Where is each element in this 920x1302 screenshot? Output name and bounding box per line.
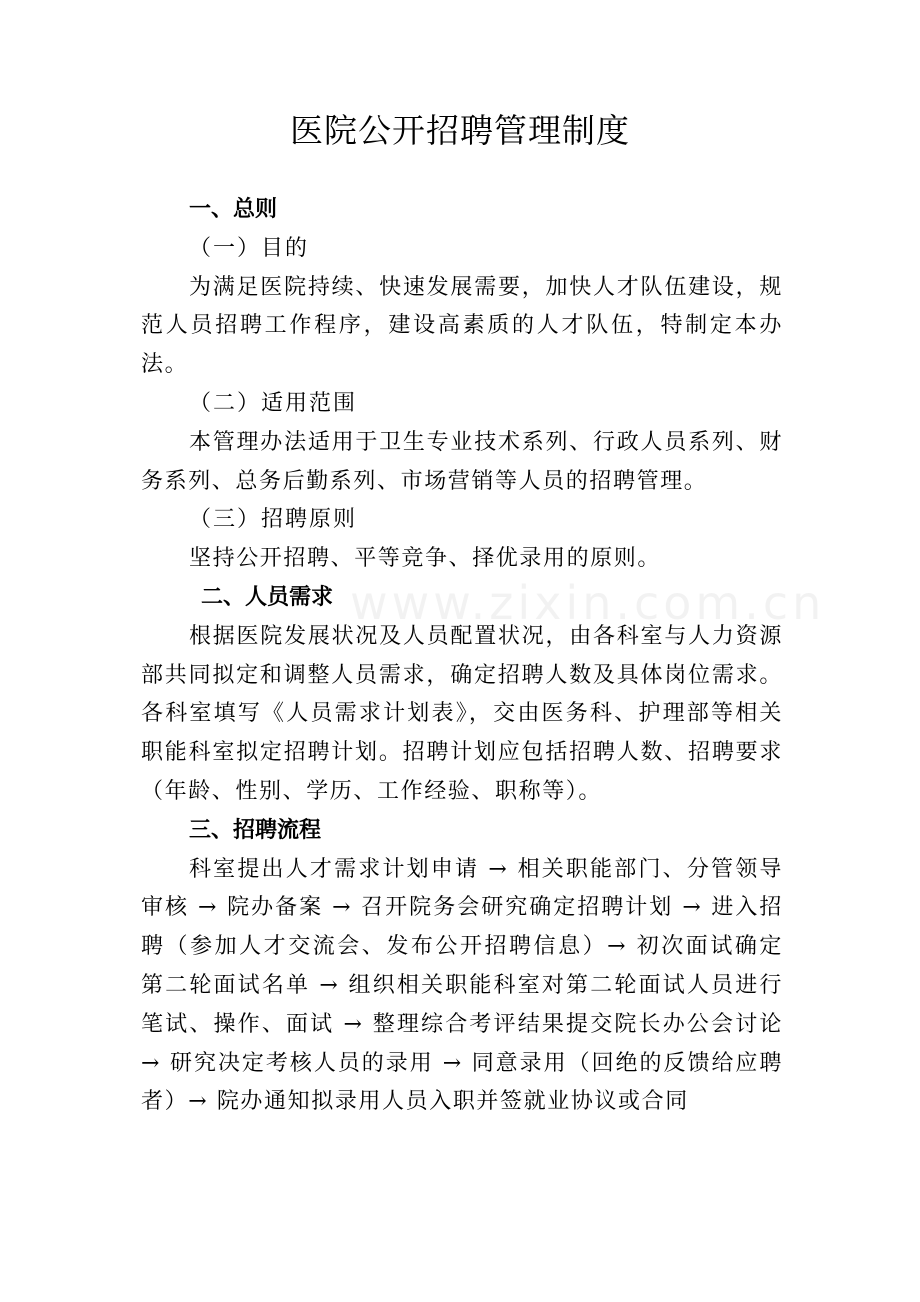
paragraph-staffing-needs: 根据医院发展状况及人员配置状况，由各科室与人力资源部共同拟定和调整人员需求，确定招聘人数及具体岗位需求。各科室填写《人员需求计划表》，交由医务科、护理部等相关职能科室拟定招聘计划。招聘计划应包括招聘人数、招聘要求（年龄、性别、学历、工作经验、职称等）。: [141, 623, 783, 804]
section-heading-recruitment-process: 三、招聘流程: [189, 817, 322, 843]
section-heading-staffing-needs: 二、人员需求: [201, 584, 334, 610]
paragraph-purpose: 为满足医院持续、快速发展需要，加快人才队伍建设，规范人员招聘工作程序，建设高素质的人才队伍，特制定本办法。: [141, 274, 783, 378]
subsection-heading-principles: （三）招聘原则: [189, 507, 358, 533]
paragraph-recruitment-process: 科室提出人才需求计划申请 → 相关职能部门、分管领导审核 → 院办备案 → 召开院务会研究确定招聘计划 → 进入招聘（参加人才交流会、发布公开招聘信息）→ 初次面试确定第二轮面试名单 → 组织相关职能科室对第二轮面试人员进行笔试、操作、面试 → 整理综合考评结果提交院长办公会讨论 → 研究决定考核人员的录用 → 同意录用（回绝的反馈给应聘者）→ 院办通知拟录用人员入职并签就业协议或合同: [141, 856, 783, 1115]
watermark: www.zixin.com.cn: [350, 576, 826, 630]
document-body: [141, 191, 783, 1122]
section-heading-general: 一、总则: [189, 197, 278, 222]
paragraph-principles: 坚持公开招聘、平等竞争、择优录用的原则。: [189, 546, 662, 572]
document-title: 医院公开招聘管理制度: [290, 111, 630, 150]
subsection-heading-scope: （二）适用范围: [189, 390, 358, 416]
subsection-heading-purpose: （一）目的: [189, 235, 310, 261]
paragraph-scope: 本管理办法适用于卫生专业技术系列、行政人员系列、财务系列、总务后勤系列、市场营销等人员的招聘管理。: [141, 429, 783, 494]
